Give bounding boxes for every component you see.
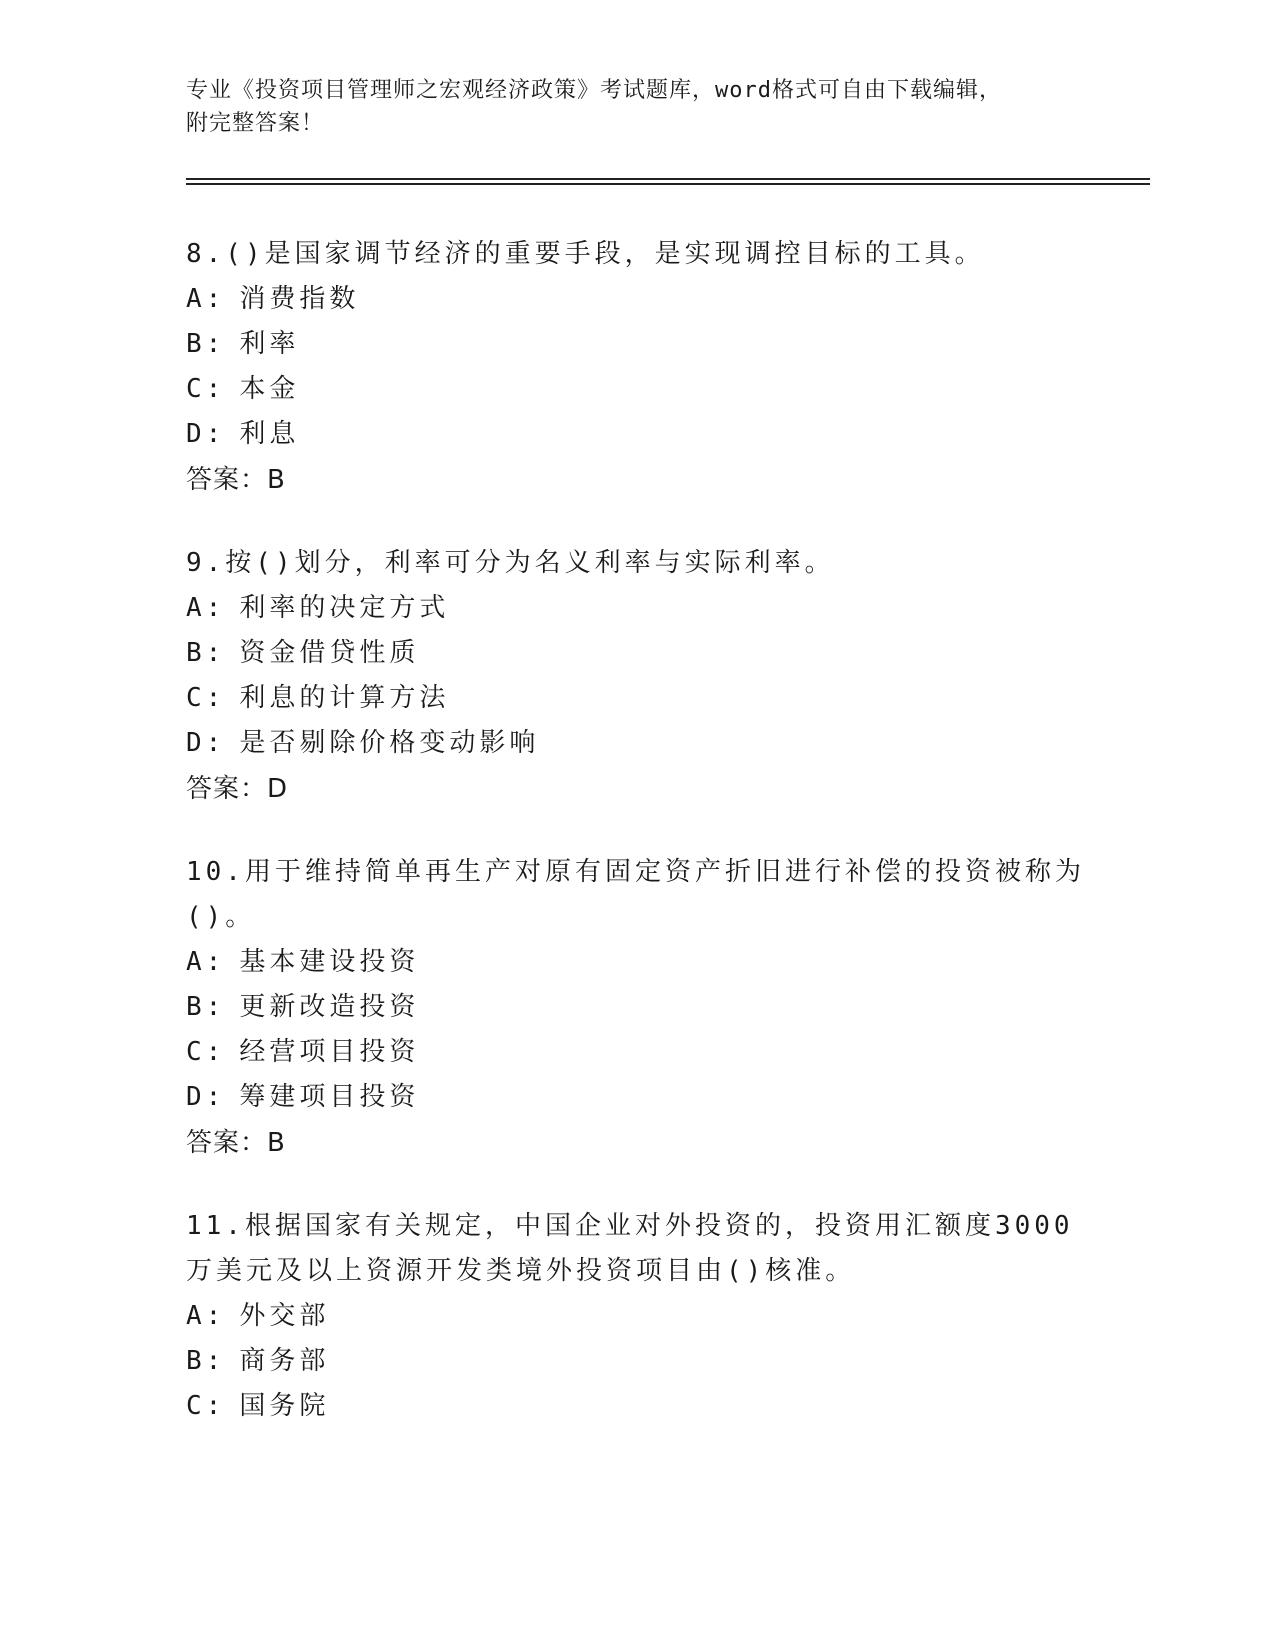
option-c: [186, 1384, 1086, 1429]
option-letter: C:: [186, 1037, 226, 1067]
answer-line: 答案：D: [186, 774, 289, 804]
option-c: [186, 367, 1086, 412]
option-text: 外交部: [239, 1301, 330, 1331]
header-divider-top: [186, 178, 1150, 180]
option-a: [186, 1294, 1086, 1339]
option-letter: A:: [186, 947, 226, 977]
option-d: [186, 412, 1086, 457]
question-10: [186, 850, 1086, 1166]
option-text: 基本建设投资: [239, 947, 420, 977]
option-letter: B:: [186, 1346, 226, 1376]
option-d: [186, 721, 1086, 766]
question-stem: 9.按()划分，利率可分为名义利率与实际利率。: [186, 548, 835, 578]
option-text: 筹建项目投资: [239, 1082, 420, 1112]
question-list: [186, 232, 1086, 1467]
option-letter: B:: [186, 329, 226, 359]
option-letter: A:: [186, 284, 226, 314]
option-text: 利息的计算方法: [239, 683, 450, 713]
question-8: [186, 232, 1086, 503]
option-c: [186, 676, 1086, 721]
option-letter: D:: [186, 419, 226, 449]
option-letter: C:: [186, 1391, 226, 1421]
option-text: 本金: [239, 374, 300, 404]
option-letter: A:: [186, 593, 226, 623]
option-b: [186, 985, 1086, 1030]
question-stem: 10.用于维持简单再生产对原有固定资产折旧进行补偿的投资被称为()。: [186, 857, 1085, 932]
option-letter: C:: [186, 683, 226, 713]
option-letter: D:: [186, 728, 226, 758]
answer-line: 答案：B: [186, 465, 286, 495]
question-stem: 8.()是国家调节经济的重要手段，是实现调控目标的工具。: [186, 239, 985, 269]
header-divider-bottom: [186, 183, 1150, 185]
option-a: [186, 940, 1086, 985]
option-b: [186, 1339, 1086, 1384]
option-letter: B:: [186, 992, 226, 1022]
question-11: [186, 1204, 1086, 1429]
option-b: [186, 631, 1086, 676]
header-line-2: 附完整答案！: [186, 111, 325, 136]
question-9: [186, 541, 1086, 812]
option-text: 利率: [239, 329, 300, 359]
answer-line: 答案：B: [186, 1128, 286, 1158]
option-c: [186, 1030, 1086, 1075]
option-letter: D:: [186, 1082, 226, 1112]
document-header: [186, 74, 1066, 140]
option-d: [186, 1075, 1086, 1120]
option-text: 是否剔除价格变动影响: [239, 728, 540, 758]
option-text: 商务部: [239, 1346, 330, 1376]
option-text: 利率的决定方式: [239, 593, 450, 623]
option-letter: A:: [186, 1301, 226, 1331]
option-letter: C:: [186, 374, 226, 404]
option-text: 资金借贷性质: [239, 638, 420, 668]
option-letter: B:: [186, 638, 226, 668]
option-text: 消费指数: [239, 284, 360, 314]
option-a: [186, 586, 1086, 631]
question-stem: 11.根据国家有关规定，中国企业对外投资的，投资用汇额度3000万美元及以上资源开发类境外投资项目由()核准。: [186, 1211, 1074, 1286]
header-line-1: 专业《投资项目管理师之宏观经济政策》考试题库，word格式可自由下载编辑，: [186, 78, 1002, 103]
option-text: 国务院: [239, 1391, 330, 1421]
option-text: 经营项目投资: [239, 1037, 420, 1067]
option-a: [186, 277, 1086, 322]
option-text: 更新改造投资: [239, 992, 420, 1022]
option-b: [186, 322, 1086, 367]
option-text: 利息: [239, 419, 300, 449]
